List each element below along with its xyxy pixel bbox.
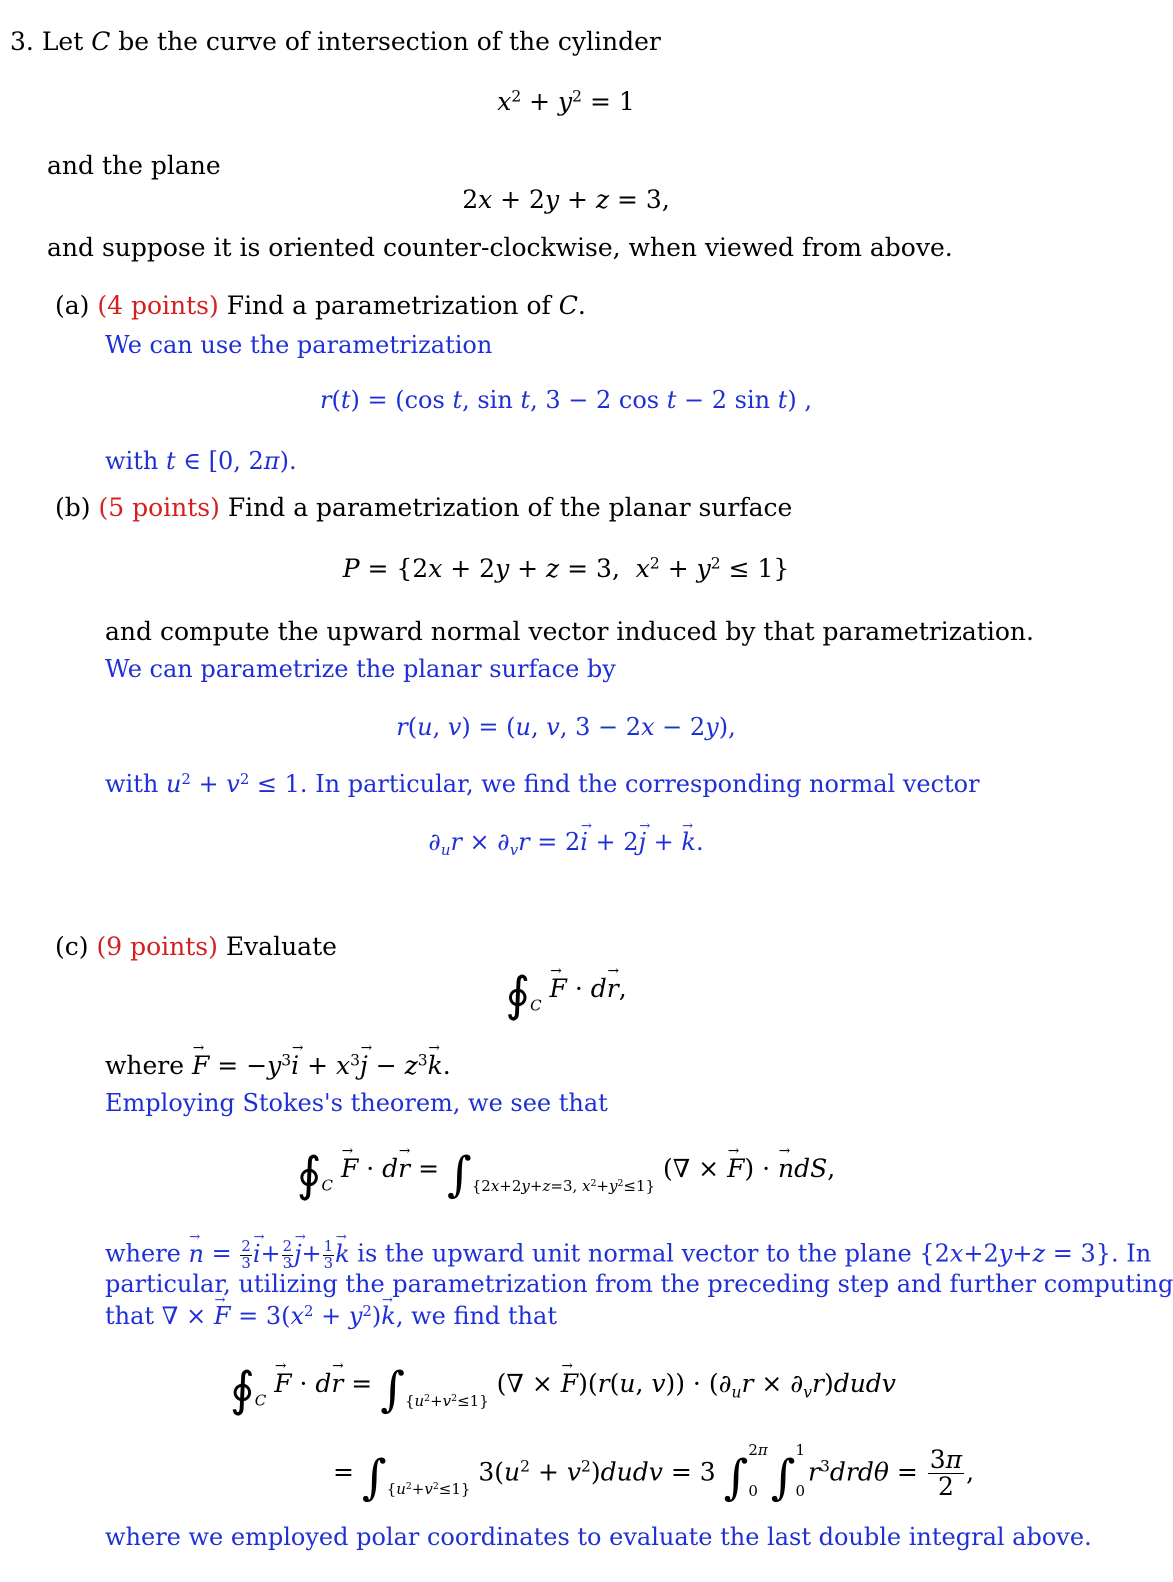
part-b-set-equation: P = {2x + 2y + z = 3, $x^2 + y^2 \le 1$} (342, 554, 790, 583)
part-c-label: (c) (55, 932, 89, 961)
part-b-prompt2: and compute the upward normal vector induced by that parametrization. (105, 617, 1034, 646)
part-b-answer-equation: r(u, v) = (u, v, 3 − 2x − 2y), (396, 713, 736, 741)
part-a-answer-equation: r(t) = (cos t, sin t, 3 − 2 cos t − 2 sin t) , (319, 386, 813, 414)
orientation-text: and suppose it is oriented counter-clockwise, when viewed from above. (47, 233, 953, 262)
part-c-final-equation-1: $∮_C \to F \cdot d\to r = \int_{\{u^2+v^2\le 1\}}$ (∇ × → F)(r(u, $v)) \cdot (\partial_ur$ × $\partial_vr)dudv$ (230, 1370, 896, 1401)
part-c-normal-text-2: particular, utilizing the parametrization from the preceding step and further computing (105, 1270, 1173, 1298)
part-b-answer-intro: We can parametrize the planar surface by (105, 655, 616, 683)
part-b-answer-mid: with $u^2 + v^2 \le 1$. In particular, we find the corresponding normal vector (105, 769, 980, 798)
part-a-label: (a) (55, 291, 90, 320)
part-c-line-integral: $∮_C \to F \cdot d\to r$, (0, 975, 1132, 1006)
part-a-heading (55, 292, 586, 321)
problem-intro: Let C be the curve of intersection of the cylinder (41, 27, 661, 56)
part-b-label: (b) (55, 493, 91, 522)
and-the-plane-text: and the plane (47, 151, 221, 180)
part-b-prompt: Find a parametrization of the planar surface (227, 493, 793, 522)
part-c-normal-text-3: that ∇ × → $F = 3(x^2 + y^2)\to k$, we find that (105, 1303, 557, 1331)
part-a-prompt: Find a parametrization of C. (226, 291, 586, 320)
part-b-normal-equation: $\partial_ur \times \partial_vr = 2\to i + 2\to j$ + → k. (0, 829, 1132, 857)
part-c-final-equation-2: = $\int_{\{u^2+v^2\le 1\}}$ $3(u^2$ + $v^2)dudv = 3$ ∫ 2π 0 ∫ 1 0 $r^3drd\theta$ = $\frac{3\pi}{2}$ , (333, 1441, 975, 1506)
part-a-answer-range: with t ∈ [0, 2π). (105, 447, 297, 475)
part-b-heading (55, 494, 792, 523)
part-a-answer-intro: We can use the parametrization (105, 331, 493, 359)
equation-cylinder: $x^2 + y^2 = 1$ (497, 87, 635, 116)
part-c-prompt: Evaluate (225, 932, 337, 961)
problem-number: 3. (10, 27, 34, 56)
equation-plane: 2x + 2y + z = 3, (462, 185, 670, 214)
part-a-points: (4 points) (97, 291, 219, 320)
part-c-heading (55, 933, 337, 962)
part-c-normal-text-1: where → n = $\frac{2}{3}$ → i+ $\frac{2}{3}$ → j+ $\frac{1}{3}$ → k is the upward unit normal vector to the plane {2x+2y+z = 3}. In (105, 1239, 1151, 1271)
problem-intro-line (10, 28, 661, 57)
part-c-points: (9 points) (96, 932, 218, 961)
part-c-stokes-equation: $∮_C \to F \cdot d\to r = \int_{\{2x+2y+z=3, x^2+y^2\le 1\}}$ (∇ × → F) · → ndS, (0, 1155, 1132, 1186)
part-c-stokes-intro: Employing Stokes's theorem, we see that (105, 1089, 608, 1117)
part-c-field: where → $F = -y^3\to i + x^3\to j - z^3\to k$. (105, 1052, 451, 1081)
part-c-closing: where we employed polar coordinates to evaluate the last double integral above. (105, 1523, 1092, 1551)
part-b-points: (5 points) (98, 493, 220, 522)
